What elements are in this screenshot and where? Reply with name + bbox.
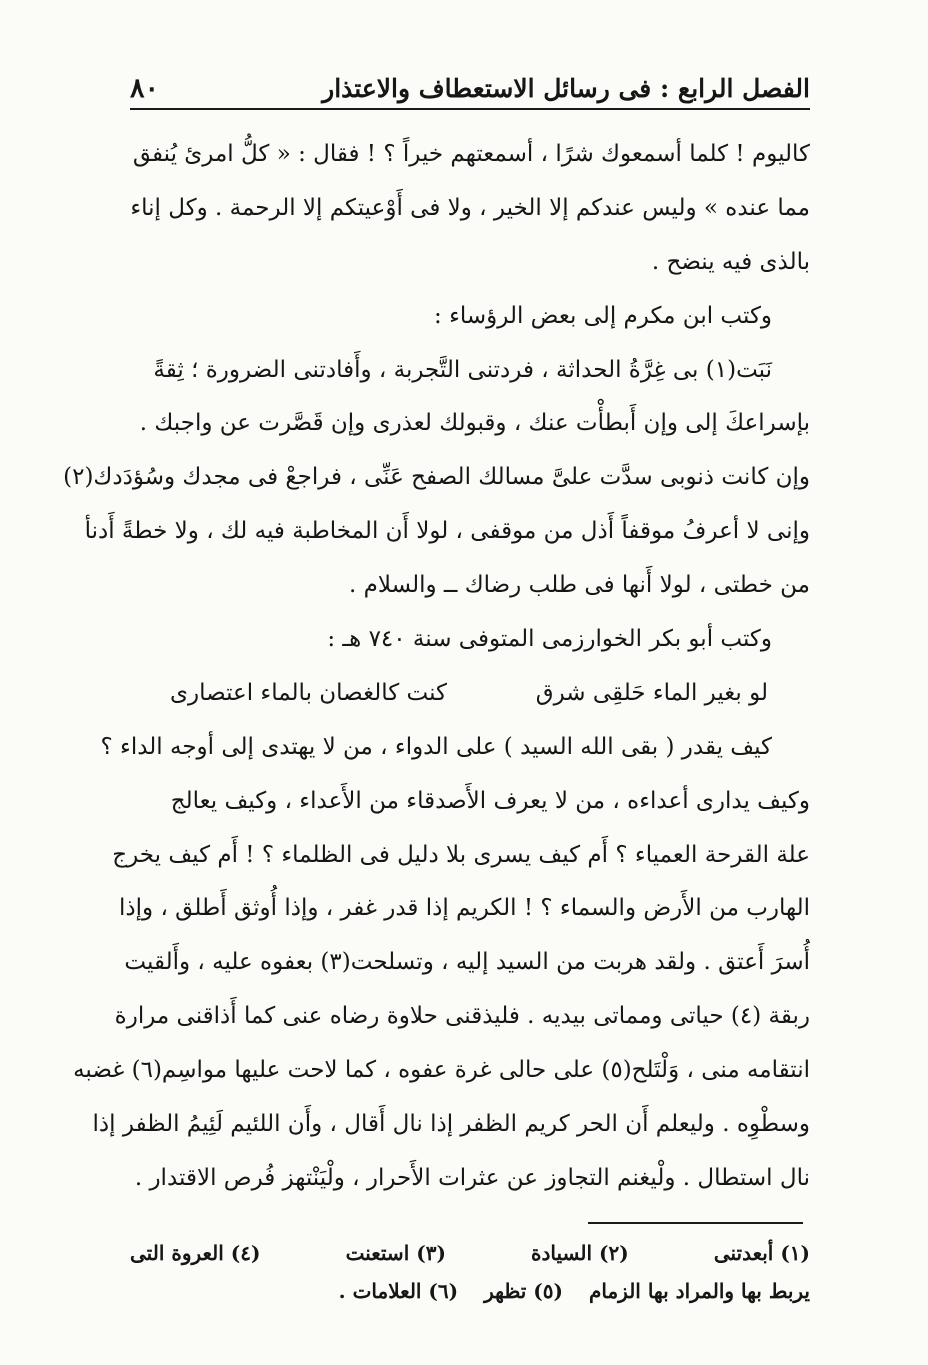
text-line: أُسرَ أَعتق . ولقد هربت من السيد إليه ، وتسلحت(٣) بعفوه عليه ، وأَلقيت <box>124 949 810 976</box>
footnote-item: (٥) تظهر <box>484 1279 563 1303</box>
text-line: ربقة (٤) حياتى ومماتى بيديه . فليذقنى حلاوة رضاه عنى كما أَذاقنى مرارة <box>114 1003 810 1030</box>
text-line: نال استطال . ولْيغنم التجاوز عن عثرات الأَحرار ، ولْيَنْتهز فُرص الاقتدار . <box>134 1164 810 1191</box>
main-text <box>63 128 810 1206</box>
text-line: بالذى فيه ينضح . <box>651 248 810 275</box>
poem-verse <box>130 667 810 721</box>
footnote-line <box>130 1272 810 1310</box>
text-line: علة القرحة العمياء ؟ أَم كيف يسرى بلا دليل فى الظلماء ؟ ! أَم كيف يخرج <box>112 841 810 868</box>
footnote-line <box>130 1234 810 1272</box>
footnote-divider <box>588 1222 803 1224</box>
text-line: وكيف يدارى أعداءه ، من لا يعرف الأَصدقاء من الأَعداء ، وكيف يعالج <box>170 787 810 814</box>
chapter-title: الفصل الرابع : فى رسائل الاستعطاف والاعتذار <box>322 73 810 103</box>
text-line: نَبَت(١) بى غِرَّةُ الحداثة ، فردتنى التَّجربة ، وأَفادتنى الضرورة ؛ ثِقةً <box>153 356 772 383</box>
text-line: وإنى لا أعرفُ موقفاً أَذل من موقفى ، لولا أَن المخاطبة فيه لك ، ولا خطةً أَدنأ <box>84 518 810 545</box>
text-line: انتقامه منى ، وَلْتَلح(٥) على حالى غرة عفوه ، كما لاحت عليها مواسِم(٦) غضبه <box>73 1057 810 1084</box>
footnotes <box>130 1234 810 1310</box>
section-intro: وكتب ابن مكرم إلى بعض الرؤساء : <box>434 302 772 329</box>
text-line: مما عنده » وليس عندكم إلا الخير ، ولا فى أَوْعيتكم إلا الرحمة . وكل إناء <box>130 194 810 221</box>
text-line: كيف يقدر ( بقى الله السيد ) على الدواء ، من لا يهتدى إلى أوجه الداء ؟ <box>100 733 772 760</box>
page-number: ٨٠ <box>130 72 160 104</box>
footnote-item: (٦) العلامات . <box>338 1279 459 1303</box>
text-line: الهارب من الأَرض والسماء ؟ ! الكريم إذا قدر غفر ، وإذا أُوثق أَطلق ، وإذا <box>119 895 810 922</box>
running-header <box>130 68 810 110</box>
footnote-item: (٢) السيادة <box>531 1241 629 1265</box>
text-line: وإن كانت ذنوبى سدَّت علىَّ مسالك الصفح عَنِّى ، فراجعْ فى مجدك وسُؤدَدك(٢) <box>63 464 810 491</box>
text-line: من خطتى ، لولا أَنها فى طلب رضاك ــ والسلام . <box>348 572 810 599</box>
footnote-item: يربط بها والمراد بها الزمام <box>588 1279 810 1303</box>
verse-right-hemistich: لو بغير الماء حَلقِى شرق <box>535 679 768 706</box>
footnote-item: (٤) العروة التى <box>130 1241 261 1265</box>
text-line: وسطْوِه . وليعلم أَن الحر كريم الظفر إذا نال أَقال ، وأَن اللئيم لَئِيمُ الظفر إذا <box>92 1111 810 1138</box>
section-intro: وكتب أبو بكر الخوارزمى المتوفى سنة ٧٤٠ هـ : <box>327 626 772 653</box>
text-line: بإسراعكَ إلى وإن أَبطأْت عنك ، وقبولك لعذرى وإن قَصَّرت عن واجبك . <box>139 410 810 437</box>
verse-left-hemistich: كنت كالغصان بالماء اعتصارى <box>170 679 447 706</box>
footnote-item: (٣) استعنت <box>345 1241 446 1265</box>
footnote-item: (١) أبعدتنى <box>713 1241 810 1265</box>
text-line: كاليوم ! كلما أسمعوك شرًا ، أسمعتهم خيراً ؟ ! فقال : « كلُّ امرئ يُنفق <box>132 141 810 167</box>
